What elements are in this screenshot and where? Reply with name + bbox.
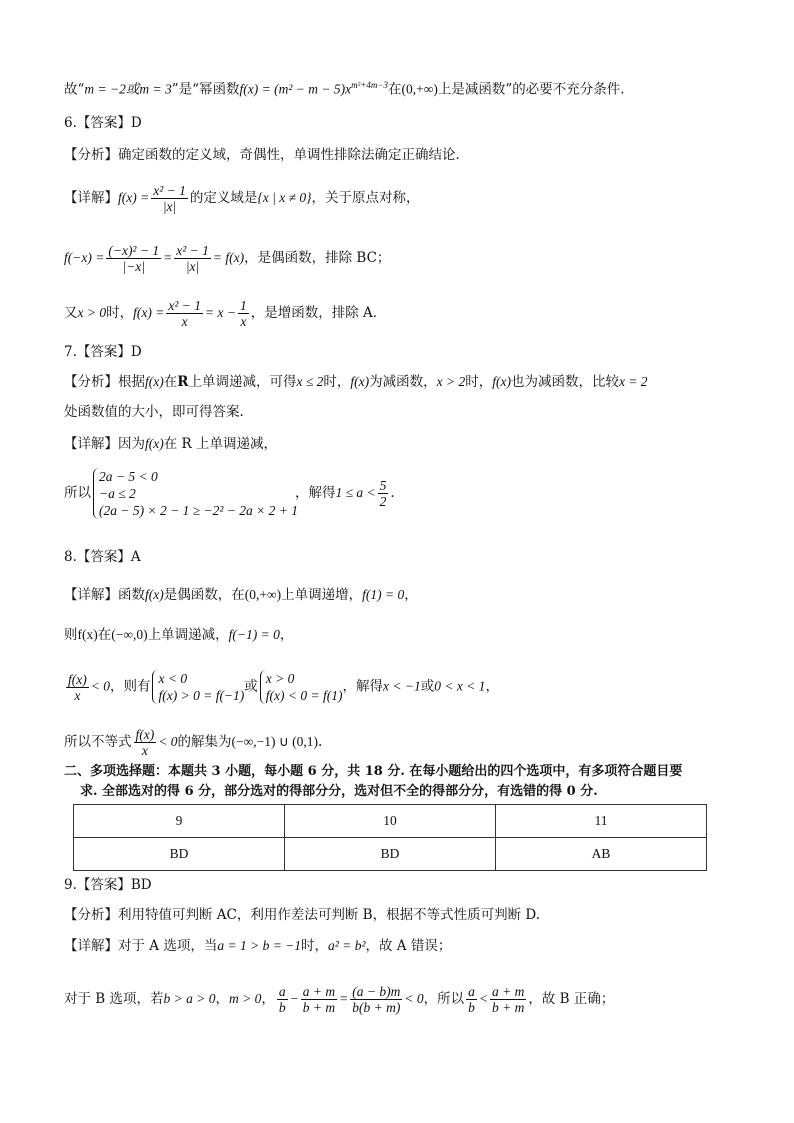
equation: x < 0 (158, 671, 188, 686)
text: 上单调递减， (147, 627, 229, 643)
math: f(x) (145, 436, 164, 451)
text: 【详解】对于 A 选项，当 (64, 938, 218, 954)
equation-system (93, 468, 298, 519)
math: f(−1) = 0 (228, 627, 280, 642)
q7-analysis-line2: 处函数值的大小，即可得答案. (64, 404, 244, 420)
equation: x > 0 (265, 671, 295, 686)
text: 的解集为 (177, 734, 232, 750)
text: 或 (420, 678, 435, 695)
section2-heading-line2: 求. 全部选对的得 6 分，部分选对的得部分分，选对但不全的得部分分，有选错的得 0 分. (80, 784, 598, 799)
text: 在 (163, 374, 178, 390)
q8-answer: 8.【答案】A (64, 549, 141, 565)
text: 又 (64, 305, 78, 321)
math: x > 0 (77, 305, 107, 320)
math: b > a > 0 (163, 991, 216, 1006)
intro-exponent: m²+4m−3 (351, 80, 388, 90)
fraction (106, 243, 161, 274)
q8-detail-line1 (64, 586, 418, 604)
text: 【分析】根据 (64, 374, 145, 390)
table-cell: 10 (285, 805, 496, 838)
text: ，关于原点对称， (311, 190, 420, 206)
text: ，是增函数，排除 A． (250, 305, 387, 321)
text: . (317, 734, 323, 750)
q8-detail-line2 (64, 626, 293, 644)
text: 也为减函数，比较 (510, 374, 619, 390)
numerator: a + m (491, 984, 525, 999)
q7-analysis-line1 (64, 373, 648, 391)
math: − (289, 991, 299, 1006)
math: f(1) = 0 (362, 587, 405, 602)
math: x = 2 (618, 374, 648, 389)
fraction (378, 478, 389, 509)
math: f(x) (145, 587, 164, 602)
text: ，是偶函数，排除 BC； (244, 250, 391, 266)
denominator: x (74, 687, 81, 703)
numerator: 1 (239, 298, 247, 313)
section2-heading-line1: 二、多项选择题：本题共 3 小题，每小题 6 分，共 18 分. 在每小题给出的四个选项中，有多项符合题目要 (64, 764, 683, 779)
text: 时， (323, 374, 351, 390)
math: < 0 (404, 991, 424, 1006)
math: (−∞,0) (111, 627, 148, 642)
math: = f(x) (212, 250, 245, 265)
numerator: x² − 1 (153, 183, 186, 198)
text: 所以不等式 (64, 734, 132, 750)
math: = (163, 250, 173, 265)
text: 所以 (64, 485, 91, 501)
numerator: 5 (379, 478, 387, 493)
text: 在 R 上单调递减， (163, 436, 277, 452)
numerator: x² − 1 (168, 298, 201, 313)
math: f(x) (492, 374, 511, 389)
math: f(−x) = (64, 250, 105, 265)
answer-table-header-row (74, 805, 707, 838)
equation: f(x) < 0 = f(1) (265, 688, 343, 703)
text: 上单调递减，可得 (188, 374, 297, 390)
fraction (301, 984, 337, 1015)
q7-answer: 7.【答案】D (64, 344, 142, 360)
text: 上单调递增， (281, 587, 363, 603)
denominator: |x| (185, 259, 200, 274)
equation-system (152, 670, 244, 704)
numerator: a (278, 984, 286, 999)
q8-detail-line4 (64, 727, 322, 758)
math: x < −1 (383, 678, 421, 694)
table-cell: 11 (496, 805, 707, 838)
text: ，故 A 错误； (365, 938, 452, 954)
math: 1 ≤ a < (335, 485, 376, 500)
intro-interval: (0,+∞) (401, 81, 438, 97)
table-cell: BD (285, 838, 496, 871)
math: = x − (204, 305, 236, 320)
denominator: |x| (162, 199, 177, 214)
table-cell: AB (496, 838, 707, 871)
text: 时， (106, 305, 134, 321)
math: x ≤ 2 (296, 374, 324, 389)
text: 【详解】函数 (64, 587, 145, 603)
math: 0 < x < 1 (434, 678, 486, 694)
answer-table-answer-row (74, 838, 707, 871)
q6-detail-line2 (64, 243, 390, 274)
q6-answer: 6.【答案】D (64, 115, 142, 131)
fraction (166, 298, 203, 329)
equation: (2a − 5) × 2 − 1 ≥ −2² − 2a × 2 + 1 (99, 503, 298, 518)
math: {x | x ≠ 0} (257, 190, 312, 205)
text: ， (279, 627, 294, 643)
fraction (277, 984, 288, 1015)
fraction (350, 984, 402, 1015)
answer-table (73, 804, 707, 871)
math: (0,+∞) (244, 587, 282, 602)
q8-detail-line3 (64, 670, 499, 704)
fraction (466, 984, 477, 1015)
text: ，解得 (295, 485, 336, 501)
q6-detail-line1 (64, 183, 420, 214)
q9-detail-line2 (64, 984, 614, 1015)
intro-function: f(x) = (m² − m − 5)x (239, 81, 352, 97)
math: a² = b² (328, 938, 366, 953)
text: 的定义域是 (189, 190, 258, 206)
q9-detail-line1 (64, 937, 451, 955)
numerator: a + m (302, 984, 336, 999)
math: x > 2 (436, 374, 466, 389)
text: 或 (244, 678, 258, 695)
text: 在 (97, 627, 112, 643)
text: ，所以 (423, 991, 465, 1007)
fraction (238, 298, 249, 329)
intro-text: ”是“幂函数 (171, 81, 240, 98)
fraction (66, 672, 89, 703)
intro-suffix: 上是减函数”的必要不充分条件. (437, 81, 625, 98)
math: f(x) = (133, 305, 165, 320)
table-cell: 9 (74, 805, 285, 838)
intro-condition: m = −2或m = 3 (84, 81, 172, 97)
math: f(x) (145, 374, 164, 389)
denominator: |−x| (122, 259, 145, 274)
text: 【详解】因为 (64, 436, 145, 452)
q9-analysis: 【分析】利用特值可判断 AC，利用作差法可判断 B，根据不等式性质可判断 D. (64, 907, 541, 923)
text: ，则有 (109, 678, 151, 695)
denominator: b(b + m) (352, 1000, 401, 1015)
text: 为减函数， (369, 374, 437, 390)
numerator: f(x) (68, 671, 87, 687)
numerator: (−x)² − 1 (108, 243, 160, 258)
q7-system-line (64, 468, 395, 519)
denominator: x (240, 314, 247, 329)
detail-label: 【详解】 (64, 190, 118, 206)
equation: f(x) > 0 = f(−1) (158, 688, 245, 703)
text: 则 (64, 627, 78, 643)
intro-prefix: 故“ (64, 81, 85, 98)
denominator: b + m (302, 1000, 336, 1015)
numerator: a (468, 984, 475, 999)
text: 对于 B 选项，若 (64, 991, 164, 1007)
text: ， (485, 678, 499, 695)
text: ， (404, 587, 418, 603)
text: ，解得 (342, 678, 383, 695)
math: a = 1 > b = −1 (217, 938, 302, 953)
text: ，故 B 正确； (528, 991, 615, 1007)
denominator: x (181, 314, 188, 329)
numerator: (a − b)m (352, 984, 401, 999)
denominator: b + m (491, 1000, 525, 1015)
numerator: x² − 1 (176, 243, 209, 258)
denominator: b (278, 1000, 286, 1015)
equation: −a ≤ 2 (99, 486, 136, 501)
text: 是偶函数，在 (163, 587, 245, 603)
math: f(x) = (118, 190, 150, 205)
math: f(x) (350, 374, 370, 389)
fraction (134, 727, 157, 758)
equation-system (260, 670, 343, 704)
equation: 2a − 5 < 0 (99, 469, 158, 484)
q6-detail-line3 (64, 298, 386, 329)
table-cell: BD (74, 838, 285, 871)
text: . (390, 485, 395, 501)
intro-text: 在 (387, 81, 402, 98)
math: m > 0 (229, 991, 262, 1006)
fraction (490, 984, 526, 1015)
math: < (478, 991, 488, 1006)
q6-analysis: 【分析】确定函数的定义域，奇偶性，单调性排除法确定正确结论． (64, 147, 469, 163)
text: 时， (301, 938, 329, 954)
text: 时， (465, 374, 493, 390)
math: = (339, 991, 349, 1006)
math: (−∞,−1) ∪ (0,1) (231, 734, 318, 749)
math: < 0 (90, 678, 110, 694)
intro-line (64, 76, 625, 99)
q9-answer: 9.【答案】BD (64, 877, 152, 893)
fraction (151, 183, 188, 214)
math: R (177, 374, 189, 390)
denominator: x (141, 743, 148, 758)
denominator: 2 (379, 494, 387, 509)
numerator: f(x) (135, 727, 155, 742)
denominator: b (468, 1000, 475, 1015)
text: ， (261, 991, 275, 1007)
text: ， (215, 991, 229, 1007)
fraction (174, 243, 211, 274)
math: < 0 (158, 734, 178, 749)
q7-detail-line1 (64, 435, 277, 453)
math: f(x) (77, 627, 98, 642)
